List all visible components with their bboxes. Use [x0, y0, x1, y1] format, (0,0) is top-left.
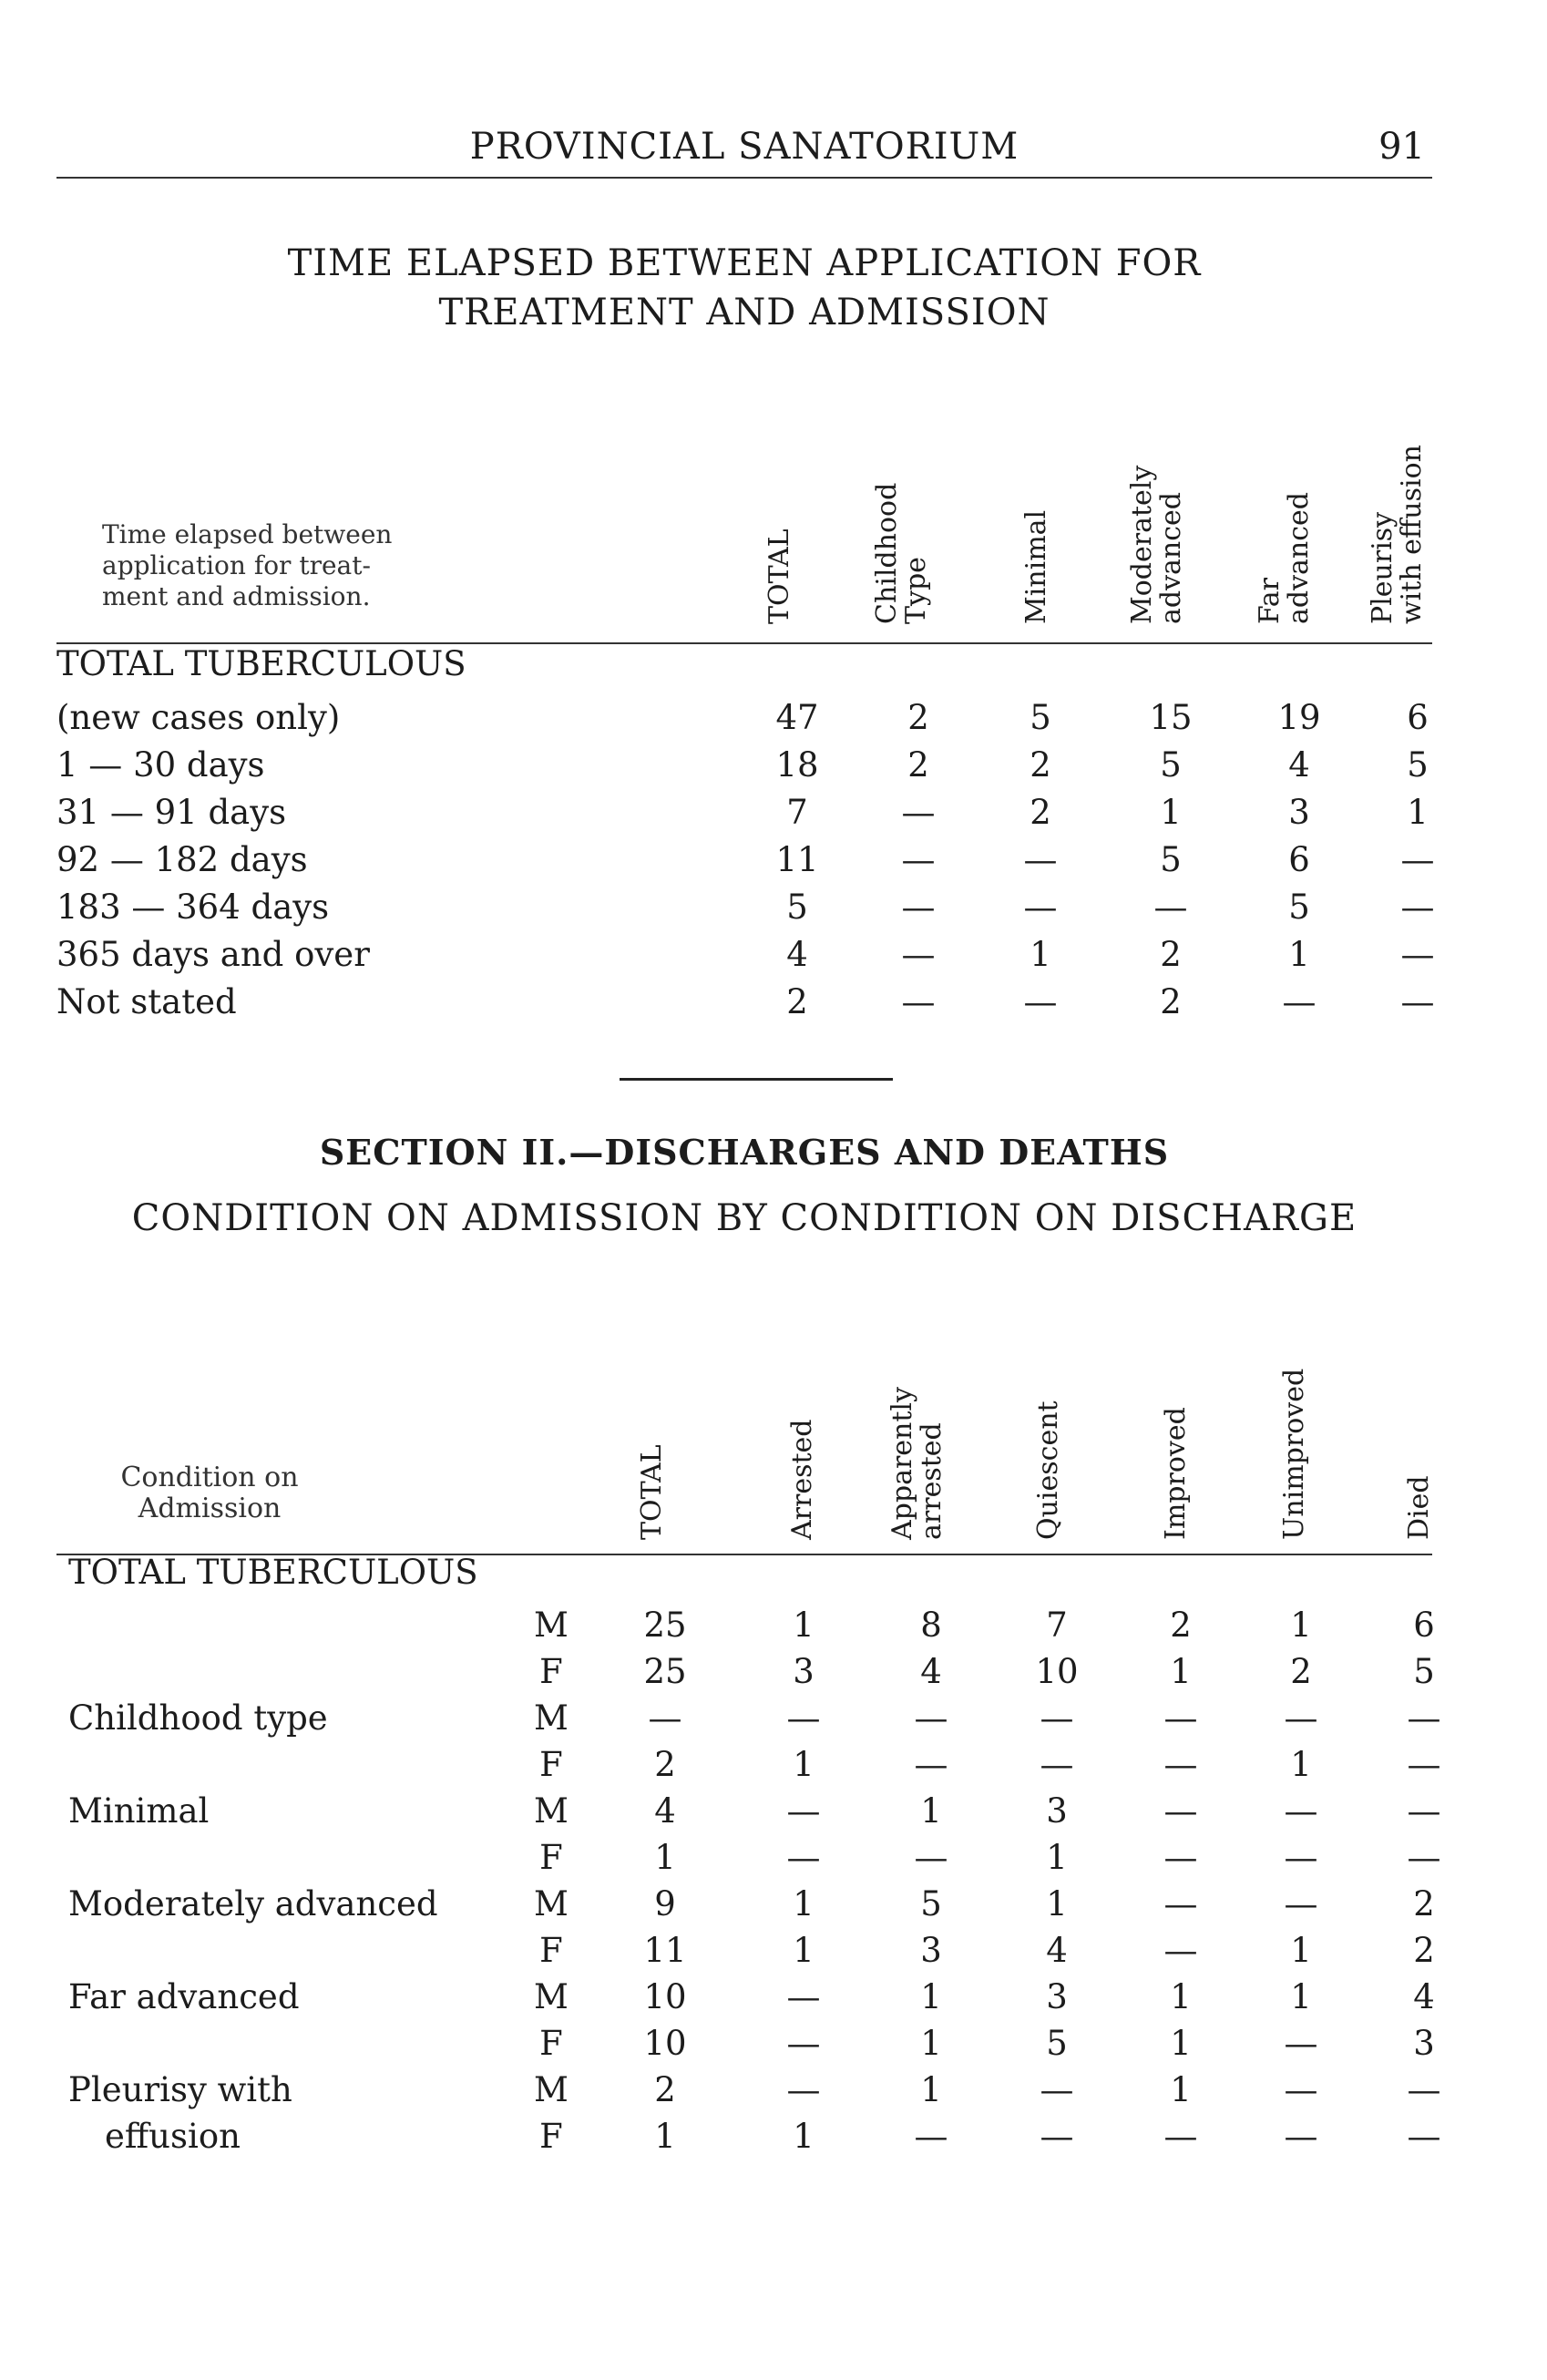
section2-subtitle: CONDITION ON ADMISSION BY CONDITION ON DISCHARGE [131, 1197, 1357, 1239]
table-cell: — [1407, 1745, 1441, 1784]
table1-col-childhood: Childhood Type [871, 482, 932, 624]
table-cell: 25 [643, 1652, 687, 1691]
table-cell: — [901, 887, 936, 927]
table-cell: — [786, 1838, 821, 1877]
table2-col-improved: Improved [1160, 1407, 1192, 1540]
row-label: Not stated [56, 982, 237, 1021]
running-head [56, 126, 1432, 179]
sex-label: M [534, 2070, 569, 2109]
table2-col-died: Died [1403, 1475, 1435, 1540]
table-cell: 1 [1170, 1977, 1192, 2016]
table-cell: 10 [1035, 1652, 1079, 1691]
table-cell: 11 [775, 840, 819, 879]
table1-col-far: Far advanced [1254, 491, 1315, 624]
table-cell: 2 [1413, 1884, 1435, 1923]
table-cell: 5 [1030, 698, 1051, 737]
table-row [0, 1695, 1547, 1742]
table-cell: — [1284, 2024, 1318, 2063]
table-cell: — [914, 2117, 948, 2156]
table-cell: 1 [793, 1931, 814, 1970]
table-row [0, 789, 1547, 836]
table2-col-apparently-arrested: Apparently arrested [886, 1387, 948, 1540]
row-label: Pleurisy with [68, 2070, 292, 2109]
row-label: Childhood type [68, 1698, 328, 1738]
table-cell: 4 [654, 1791, 676, 1831]
table-cell: 2 [907, 698, 929, 737]
table2-stub-header-line: Condition on [120, 1462, 299, 1493]
table-cell: — [1023, 887, 1058, 927]
table-cell: — [648, 1698, 682, 1738]
table-cell: 7 [786, 793, 808, 832]
table-cell: 15 [1149, 698, 1193, 737]
table-cell: — [1284, 2117, 1318, 2156]
sex-label: M [534, 1791, 569, 1831]
row-label: 183 — 364 days [56, 887, 330, 927]
table2-group-row [0, 1549, 1547, 1596]
table-cell: — [1282, 982, 1316, 1021]
sex-label: F [539, 1838, 563, 1877]
table-cell: — [1284, 1884, 1318, 1923]
table-cell: 1 [1290, 1605, 1312, 1645]
table-cell: — [901, 935, 936, 974]
table-cell: 1 [1046, 1884, 1068, 1923]
table-cell: — [901, 982, 936, 1021]
table1-stub-header-line: Time elapsed between [102, 519, 393, 549]
table2-col-arrested: Arrested [786, 1419, 818, 1540]
table-cell: 4 [1288, 745, 1310, 785]
table-cell: 11 [643, 1931, 687, 1970]
table-cell: 3 [793, 1652, 814, 1691]
table-cell: 4 [1046, 1931, 1068, 1970]
table-cell: — [1284, 1698, 1318, 1738]
table-cell: 1 [1288, 935, 1310, 974]
table-row [0, 1834, 1547, 1882]
table-cell: 6 [1407, 698, 1429, 737]
table-cell: 5 [1160, 745, 1182, 785]
table-cell: 1 [793, 2117, 814, 2156]
table-cell: 6 [1288, 840, 1310, 879]
table-cell: 1 [1170, 1652, 1192, 1691]
table-cell: — [1163, 2117, 1198, 2156]
table-cell: 1 [654, 1838, 676, 1877]
table-cell: 1 [793, 1884, 814, 1923]
table-cell: 2 [1030, 793, 1051, 832]
row-label: Far advanced [68, 1977, 300, 2016]
table1-col-total: TOTAL [763, 528, 795, 624]
table-row [0, 694, 1547, 742]
table-cell: 6 [1413, 1605, 1435, 1645]
table-row [0, 884, 1547, 931]
table1-col-moderately: Moderately advanced [1126, 465, 1187, 624]
table-cell: — [1163, 1698, 1198, 1738]
table-cell: 1 [920, 2070, 942, 2109]
table-row [0, 1974, 1547, 2021]
table-row [0, 1602, 1547, 1649]
table-cell: 2 [1290, 1652, 1312, 1691]
table-row [0, 1741, 1547, 1789]
row-label: 92 — 182 days [56, 840, 308, 879]
table-cell: — [1284, 1791, 1318, 1831]
table-cell: 2 [1170, 1605, 1192, 1645]
table-cell: — [786, 2024, 821, 2063]
table-row [0, 979, 1547, 1026]
table-cell: 1 [1170, 2070, 1192, 2109]
table-cell: 3 [920, 1931, 942, 1970]
table-row [0, 2067, 1547, 2114]
table-cell: 5 [1407, 745, 1429, 785]
table-cell: 2 [1030, 745, 1051, 785]
table-cell: 19 [1277, 698, 1321, 737]
table2-stub-header-line: Admission [138, 1493, 282, 1524]
table-cell: 2 [654, 2070, 676, 2109]
table-cell: 1 [920, 1791, 942, 1831]
table-cell: 1 [920, 1977, 942, 2016]
table-cell: 7 [1046, 1605, 1068, 1645]
table-cell: — [914, 1745, 948, 1784]
table-cell: 3 [1046, 1791, 1068, 1831]
table-cell: 2 [907, 745, 929, 785]
sex-label: F [539, 1931, 563, 1970]
table-cell: 1 [1290, 1931, 1312, 1970]
row-label: 31 — 91 days [56, 793, 287, 832]
table-cell: — [1407, 2070, 1441, 2109]
sex-label: M [534, 1605, 569, 1645]
table-cell: 1 [1030, 935, 1051, 974]
table-cell: 2 [1160, 982, 1182, 1021]
table-cell: — [1040, 1745, 1074, 1784]
sex-label: F [539, 2024, 563, 2063]
row-label: 1 — 30 days [56, 745, 265, 785]
table-cell: — [786, 1977, 821, 2016]
table-cell: 1 [1160, 793, 1182, 832]
table-cell: 2 [1160, 935, 1182, 974]
table-cell: — [1040, 1698, 1074, 1738]
table-cell: — [1400, 840, 1435, 879]
row-label: Moderately advanced [68, 1884, 438, 1923]
table-row [0, 742, 1547, 789]
table1-col-minimal: Minimal [1020, 509, 1052, 624]
table-cell: — [1407, 1698, 1441, 1738]
table-cell: — [901, 793, 936, 832]
table-cell: 5 [1413, 1652, 1435, 1691]
table-cell: 5 [1046, 2024, 1068, 2063]
table-cell: — [1040, 2117, 1074, 2156]
table-cell: 3 [1046, 1977, 1068, 2016]
table-cell: 18 [775, 745, 819, 785]
table-row [0, 931, 1547, 979]
table-cell: 1 [1290, 1977, 1312, 2016]
sex-label: F [539, 2117, 563, 2156]
table-cell: 25 [643, 1605, 687, 1645]
table-cell: — [1284, 1838, 1318, 1877]
running-head-title: PROVINCIAL SANATORIUM [469, 126, 1019, 168]
table-cell: — [1400, 982, 1435, 1021]
row-label: 365 days and over [56, 935, 370, 974]
table-cell: 1 [1290, 1745, 1312, 1784]
table-cell: — [1163, 1791, 1198, 1831]
row-label: effusion [105, 2117, 241, 2156]
page-number: 91 [1378, 126, 1425, 168]
table-cell: 1 [1046, 1838, 1068, 1877]
table-row [0, 2020, 1547, 2067]
table-cell: — [1284, 2070, 1318, 2109]
table2-col-quiescent: Quiescent [1032, 1400, 1064, 1540]
table-cell: — [1163, 1884, 1198, 1923]
table-cell: 2 [786, 982, 808, 1021]
table-cell: — [1407, 1838, 1441, 1877]
table-cell: 47 [775, 698, 819, 737]
table-cell: 5 [1160, 840, 1182, 879]
table-cell: 1 [1170, 2024, 1192, 2063]
table1-stub-header [102, 519, 392, 612]
table-cell: 8 [920, 1605, 942, 1645]
table-cell: — [1163, 1838, 1198, 1877]
table-row [0, 1927, 1547, 1975]
table-cell: — [1407, 2117, 1441, 2156]
table1-title-line1: TIME ELAPSED BETWEEN APPLICATION FOR [287, 242, 1202, 284]
table-cell: 9 [654, 1884, 676, 1923]
table-cell: — [1023, 982, 1058, 1021]
table-cell: — [1400, 935, 1435, 974]
table-cell: — [914, 1838, 948, 1877]
table-cell: — [901, 840, 936, 879]
table-cell: 10 [643, 2024, 687, 2063]
table1-col-pleurisy: Pleurisy with effusion [1367, 445, 1428, 624]
table2-group-label: TOTAL TUBERCULOUS [68, 1553, 478, 1592]
table-cell: — [1400, 887, 1435, 927]
table-row [0, 2113, 1547, 2160]
table2-stub-header [118, 1462, 301, 1524]
table-cell: 1 [793, 1745, 814, 1784]
table-cell: — [786, 1791, 821, 1831]
table-row [0, 1881, 1547, 1928]
section2-title: SECTION II.—DISCHARGES AND DEATHS [319, 1132, 1170, 1173]
table-cell: 3 [1288, 793, 1310, 832]
table-cell: — [786, 2070, 821, 2109]
table-cell: 1 [793, 1605, 814, 1645]
table1-stub-header-line: application for treat- [102, 550, 371, 580]
table-cell: — [786, 1698, 821, 1738]
table1-group-row [0, 641, 1547, 688]
row-label: Minimal [68, 1791, 210, 1831]
table1-stub-header-line: ment and admission. [102, 581, 371, 611]
table-cell: 5 [920, 1884, 942, 1923]
table-cell: — [914, 1698, 948, 1738]
table2-col-total: TOTAL [636, 1444, 668, 1540]
table-cell: — [1163, 1931, 1198, 1970]
table-cell: — [1153, 887, 1188, 927]
sex-label: M [534, 1884, 569, 1923]
table-cell: 2 [654, 1745, 676, 1784]
table-cell: — [1163, 1745, 1198, 1784]
table-row [0, 1648, 1547, 1696]
table-cell: 3 [1413, 2024, 1435, 2063]
table-cell: 5 [786, 887, 808, 927]
table-cell: 1 [1407, 793, 1429, 832]
sex-label: F [539, 1652, 563, 1691]
table-cell: 10 [643, 1977, 687, 2016]
table-row [0, 836, 1547, 884]
table-cell: 4 [920, 1652, 942, 1691]
sex-label: M [534, 1977, 569, 2016]
table-cell: — [1040, 2070, 1074, 2109]
table-row [0, 1788, 1547, 1835]
table2-col-unimproved: Unimproved [1278, 1368, 1310, 1540]
table-cell: 2 [1413, 1931, 1435, 1970]
section-divider [620, 1078, 893, 1081]
table1-group-label: TOTAL TUBERCULOUS [56, 644, 466, 683]
sex-label: F [539, 1745, 563, 1784]
table-cell: 4 [786, 935, 808, 974]
table-cell: 1 [920, 2024, 942, 2063]
table-cell: — [1023, 840, 1058, 879]
sex-label: M [534, 1698, 569, 1738]
table1-title-line2: TREATMENT AND ADMISSION [438, 292, 1050, 333]
table-cell: 4 [1413, 1977, 1435, 2016]
table-cell: 1 [654, 2117, 676, 2156]
row-label: (new cases only) [56, 698, 341, 737]
table-cell: — [1407, 1791, 1441, 1831]
table-cell: 5 [1288, 887, 1310, 927]
